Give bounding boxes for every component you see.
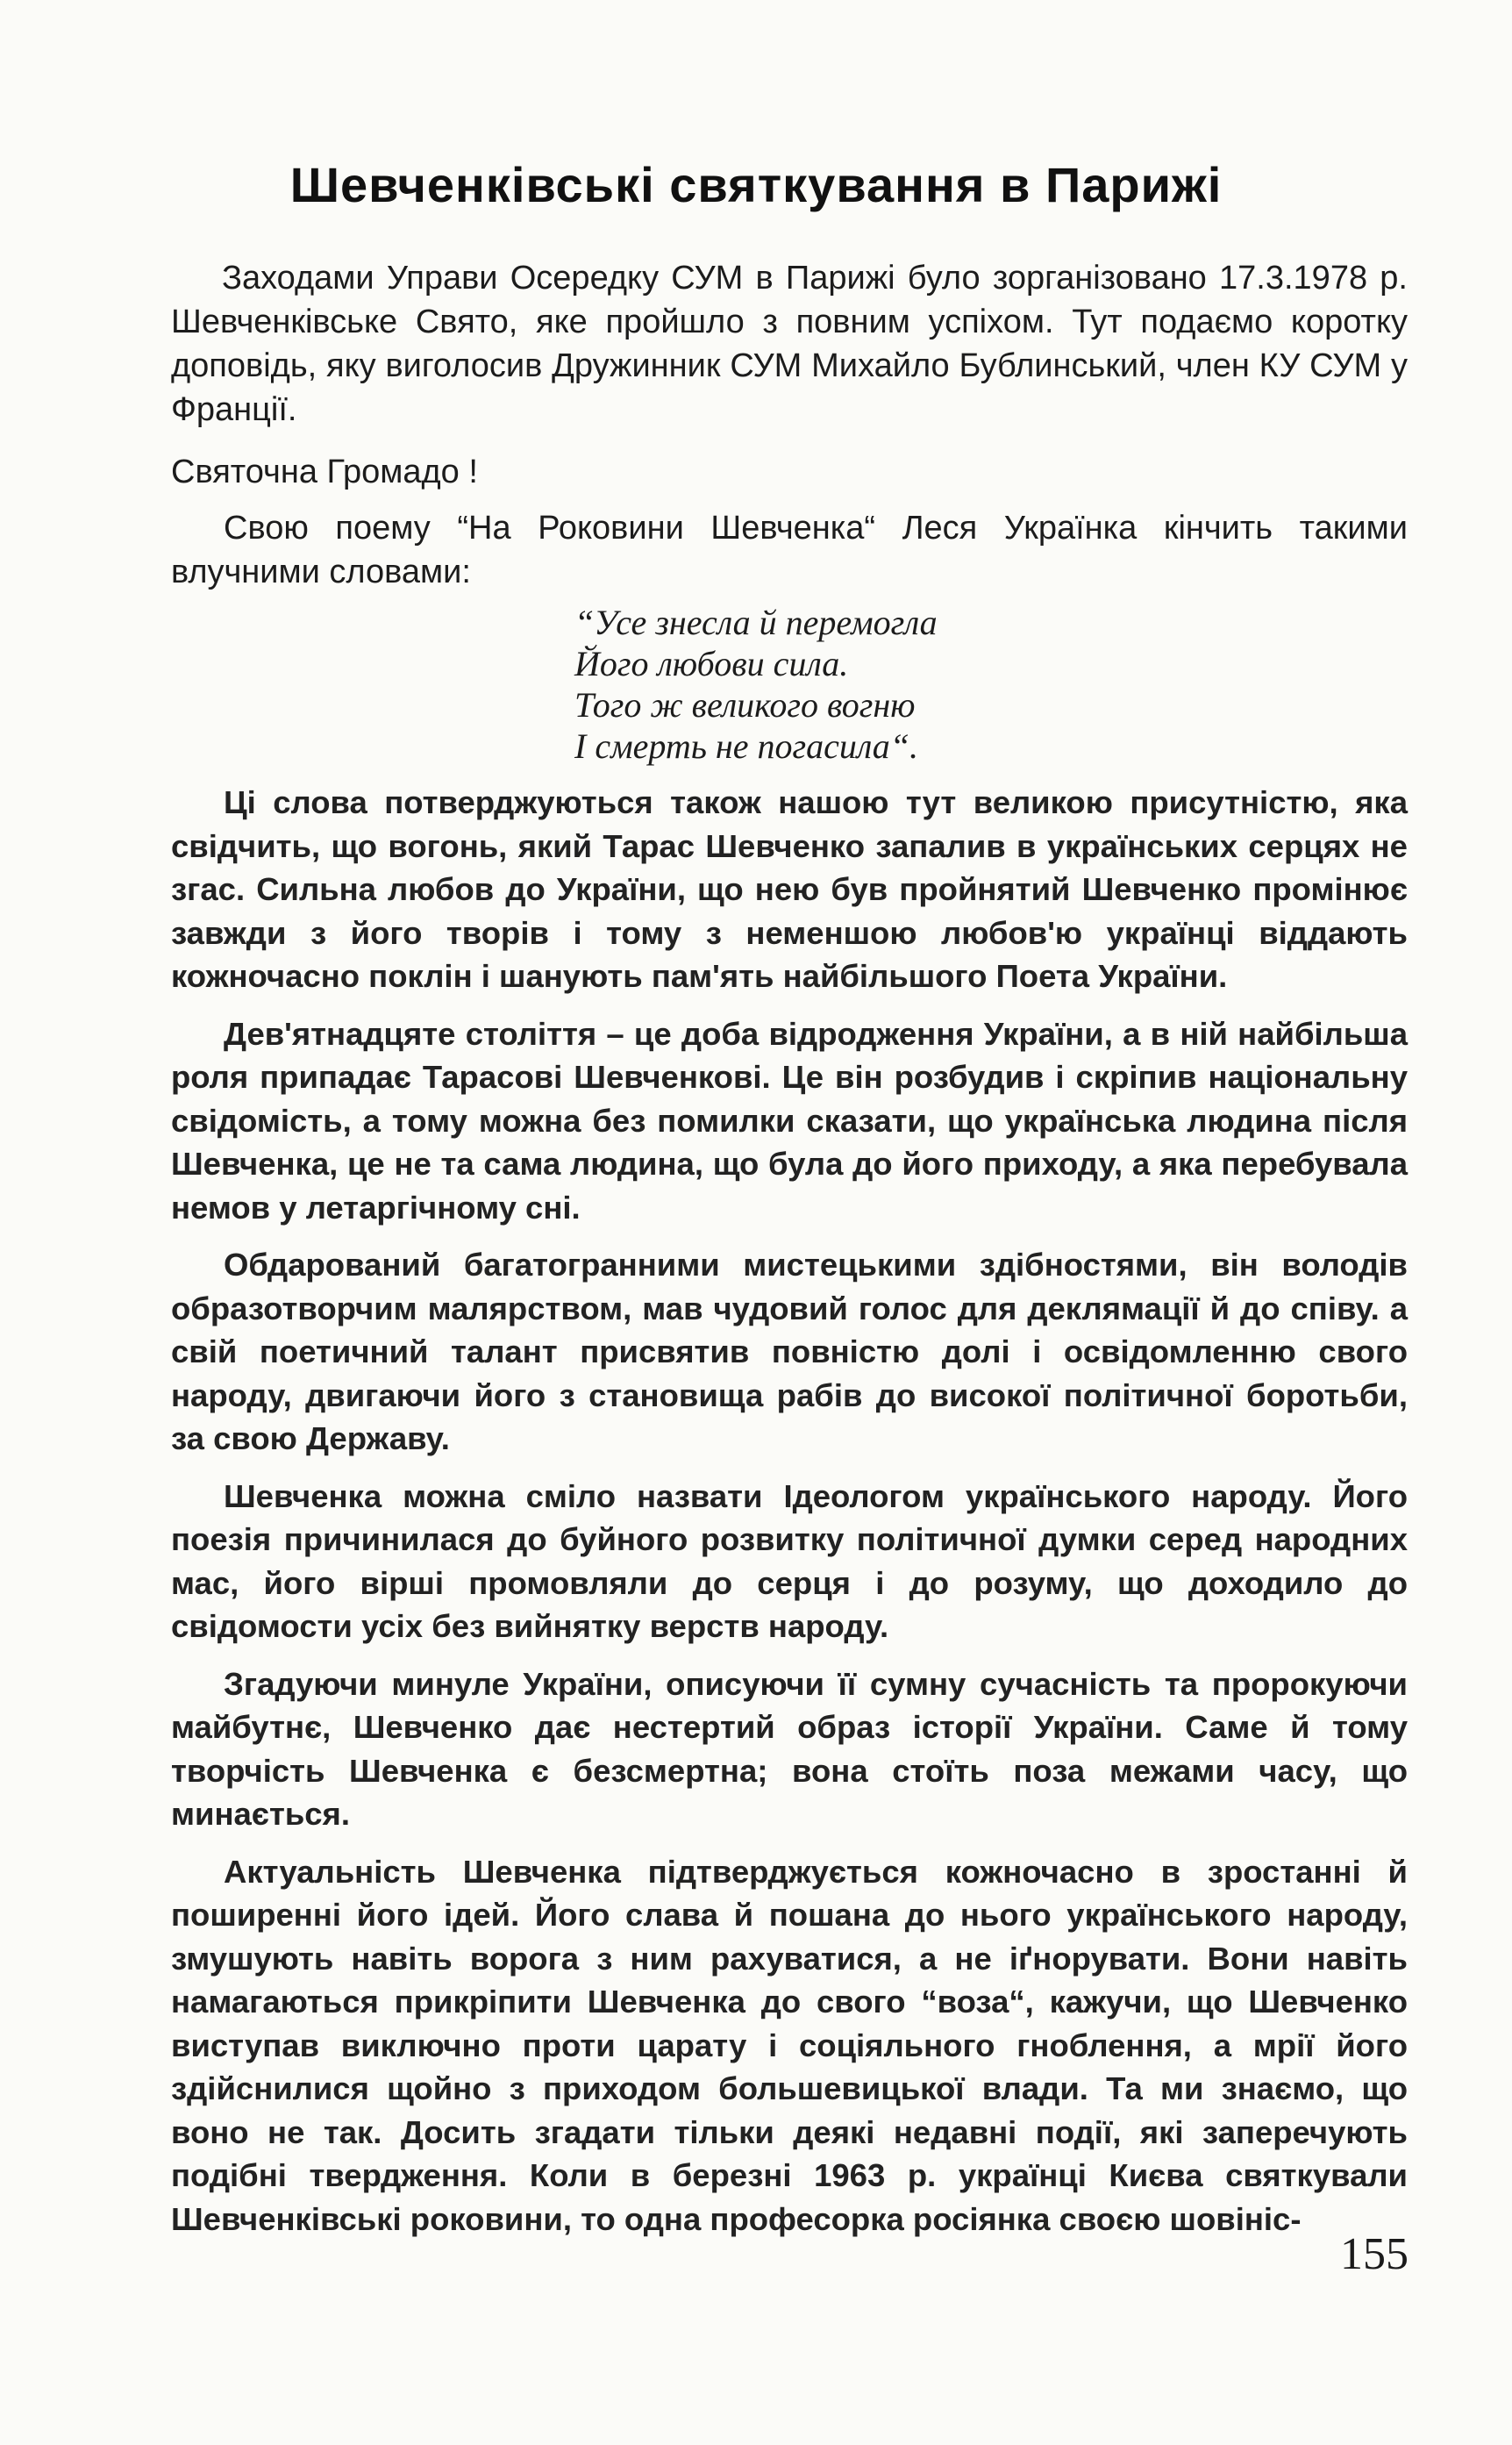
- poem-line: Того ж великого вогню: [574, 685, 916, 725]
- lead-section: [171, 506, 1408, 606]
- body-paragraph: Ці слова потверджуються також нашою тут великою присутністю, яка свідчить, що вогонь, який Тарас Шевченко запалив в українських серцях не згас. Сильна любов до України, що нею був пройнятий Шевченко промінює завжди з його творів і тому з неменшою любов'ю українці віддають кожночасно поклін і шанують пам'ять найбільшого Поета України.: [171, 784, 1408, 994]
- body-paragraph: Дев'ятнадцяте століття – це доба відродження України, а в ній найбільша роля припадає Тарасові Шевченкові. Це він розбудив і скріпив національну свідомість, а тому можна без помилки сказати, що українська людина після Шевченка, це не та сама людина, що була до його приходу, а яка перебувала немов у летаргічному сні.: [171, 1015, 1408, 1226]
- poem-line: Його любови сила.: [574, 644, 849, 683]
- poem-line: “Усе знесла й перемогла: [574, 603, 938, 642]
- poem-quote: [574, 602, 938, 767]
- page-number: 155: [1340, 2229, 1409, 2279]
- intro-paragraph: Заходами Управи Осередку СУМ в Парижі було зорганізовано 17.3.1978 р. Шевченківське Свято, яке пройшло з повним успіхом. Тут подаємо коротку доповідь, яку виголосив Дружинник СУМ Михайло Бублинський, член КУ СУМ у Франції.: [171, 260, 1408, 428]
- body-paragraph: Актуальність Шевченка підтверджується кожночасно в зростанні й поширенні його ідей. Його слава й пошана до нього українського народу, змушують навіть ворога з ним рахуватися, а не іґнорувати. Вони навіть намагаються прикріпити Шевченка до свого “воза“, кажучи, що Шевченко виступав виключно проти царату і соціяльного гноблення, а мрії його здійснилися щойно з приходом большевицької влади. Та ми знаємо, що воно не так. Досить згадати тільки деякі недавні події, які заперечують подібні твердження. Коли в березні 1963 р. українці Києва святкували Шевченківські роковини, то одна професорка росіянка своєю шовініс-: [171, 1853, 1408, 2237]
- greeting-line: Святочна Громадо !: [171, 454, 478, 490]
- poem-line: І смерть не погасила“.: [574, 726, 919, 766]
- greeting-section: [171, 450, 1408, 506]
- intro-section: [171, 256, 1408, 444]
- body-paragraph: Шевченка можна сміло назвати Ідеологом українського народу. Його поезія причинилася до буйного розвитку політичної думки серед народних мас, його вірші промовляли до серця і до розуму, що доходило до свідомости усіх без вийнятку верств народу.: [171, 1477, 1408, 1644]
- body-paragraph: Згадуючи минуле України, описуючи її сумну сучасність та пророкуючи майбутнє, Шевченко дає нестертий образ історії України. Саме й тому творчість Шевченка є безсмертна; вона стоїть поза межами часу, що минається.: [171, 1665, 1408, 1832]
- body-section: [171, 781, 1408, 2255]
- page-title: Шевченківські святкування в Парижі: [289, 157, 1223, 212]
- lead-paragraph: Свою поему “На Роковини Шевченка“ Леся Українка кінчить такими влучними словами:: [171, 510, 1408, 590]
- body-paragraph: Обдарований багатогранними мистецькими здібностями, він володів образотворчим малярством, мав чудовий голос для деклямації й до співу. а свій поетичний талант присвятив повністю долі і освідомленню свого народу, двигаючи його з становища рабів до високої політичної боротьби, за свою Державу.: [171, 1247, 1408, 1456]
